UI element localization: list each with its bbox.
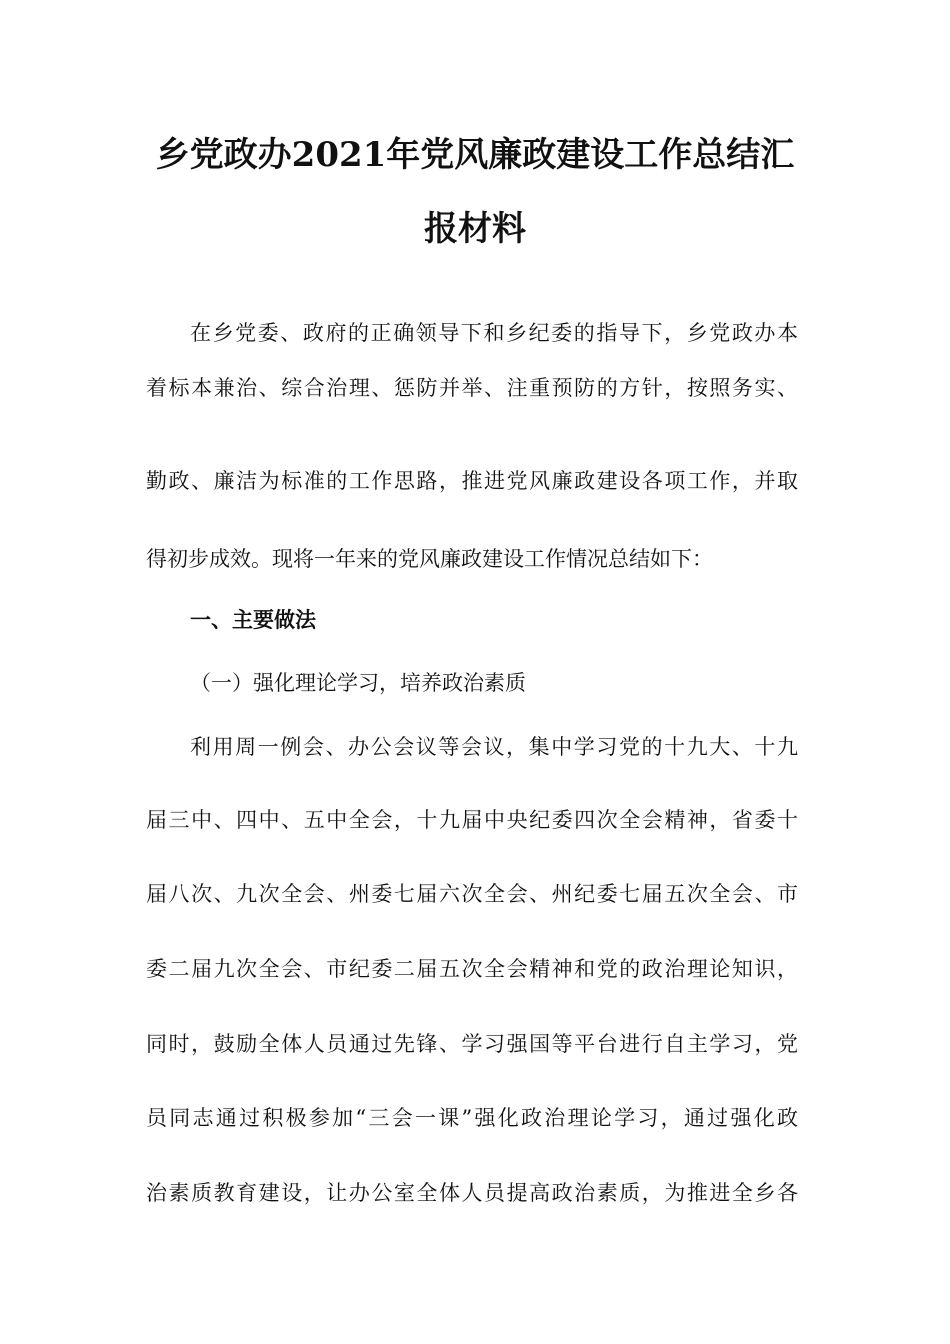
body-paragraph-line: 治素质教育建设，让办公室全体人员提高政治素质，为推进全乡各 bbox=[146, 1181, 798, 1205]
body-paragraph-line: 委二届九次全会、市纪委二届五次全会精神和党的政治理论知识， bbox=[146, 957, 798, 981]
intro-paragraph-line: 着标本兼治、综合治理、惩防并举、注重预防的方针，按照务实、 bbox=[146, 376, 798, 400]
intro-paragraph-line: 得初步成效。现将一年来的党风廉政建设工作情况总结如下： bbox=[146, 547, 713, 571]
section-heading: 一、主要做法 bbox=[190, 607, 316, 632]
intro-paragraph-line: 在乡党委、政府的正确领导下和乡纪委的指导下，乡党政办本 bbox=[190, 321, 798, 345]
intro-paragraph-line: 勤政、廉洁为标准的工作思路，推进党风廉政建设各项工作，并取 bbox=[146, 469, 798, 493]
body-paragraph-line: 利用周一例会、办公会议等会议，集中学习党的十九大、十九 bbox=[190, 735, 798, 759]
body-paragraph-line: 同时，鼓励全体人员通过先锋、学习强国等平台进行自主学习，党 bbox=[146, 1032, 798, 1056]
document-title-line-1: 乡党政办2021年党风廉政建设工作总结汇 bbox=[155, 135, 795, 175]
document-title-line-2: 报材料 bbox=[424, 209, 526, 249]
body-paragraph-line: 届八次、九次全会、州委七届六次全会、州纪委七届五次全会、市 bbox=[146, 882, 798, 906]
body-paragraph-line: 员同志通过积极参加“三会一课”强化政治理论学习，通过强化政 bbox=[146, 1106, 798, 1130]
body-paragraph-line: 届三中、四中、五中全会，十九届中央纪委四次全会精神，省委十 bbox=[146, 808, 798, 832]
subsection-heading: （一）强化理论学习，培养政治素质 bbox=[190, 671, 526, 695]
